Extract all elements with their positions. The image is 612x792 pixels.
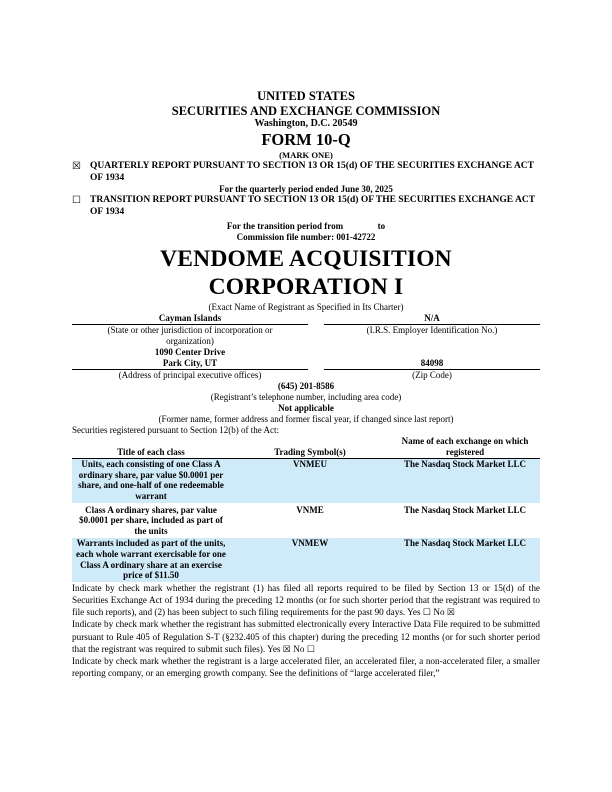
filing-compliance-paragraph: Indicate by check mark whether the registrant (1) has filed all reports required to be filed by Section 13 or 15(d) of the Securities Exchange Act of 1934 during the preceding 12 months (or for such shorter period that the registrant was required to file such reports), and (2) has been subject to such filing requirements for the past 90 days. Yes ☐ No ☒ [72,582,540,618]
row-symbol: VNMEU [230,459,390,503]
interactive-data-paragraph: Indicate by check mark whether the registrant has submitted electronically every Interactive Data File required to be submitted pursuant to Rule 405 of Regulation S-T (§232.405 of this chapter) during the preceding 12 months (or for such shorter period that the registrant was required to submit such files). Yes ☒ No ☐ [72,619,540,654]
address-row [72,347,540,370]
zip-value: 84098 [420,358,444,368]
company-name-caption: (Exact Name of Registrant as Specified in Its Charter) [208,302,404,312]
quarterly-period: For the quarterly period ended June 30, 2025 [219,184,393,194]
address-line1: 1090 Center Drive [154,347,226,357]
transition-checkbox: ☐ [72,195,81,206]
row-exchange: The Nasdaq Stock Market LLC [390,459,540,503]
quarterly-report-label: QUARTERLY REPORT PURSUANT TO SECTION 13 OR 15(d) OF THE SECURITIES EXCHANGE ACT OF 1934 [90,161,534,183]
transition-period-label: For the transition period from [226,221,344,231]
address-block [72,347,308,370]
mark-one-label: (MARK ONE) [279,150,333,160]
phone-value: (645) 201-8586 [277,381,335,391]
row-symbol: VNMEW [230,538,390,581]
former-name-caption: (Former name, former address and former fiscal year, if changed since last report) [158,414,454,424]
jurisdiction-value: Cayman Islands [72,313,308,325]
form-10q-cover-page [72,89,540,679]
zip-caption: (Zip Code) [412,370,452,380]
header-trading-symbol: Trading Symbol(s) [230,436,390,459]
jurisdiction-row [72,313,540,325]
commission-file-number: Commission file number: 001-42722 [236,232,376,242]
table-row [72,459,540,503]
transition-report-label: TRANSITION REPORT PURSUANT TO SECTION 13 OR 15(d) OF THE SECURITIES EXCHANGE ACT OF 1934 [90,195,535,217]
country-heading: UNITED STATES [257,89,355,103]
former-name-value: Not applicable [278,403,334,413]
address-caption-row [72,370,540,381]
jurisdiction-caption: (State or other jurisdiction of incorporation or organization) [107,325,273,346]
ein-value: N/A [324,313,540,325]
row-title: Class A ordinary shares, par value $0.0001 per share, included as part of the units [79,504,223,536]
filer-status-paragraph: Indicate by check mark whether the registrant is a large accelerated filer, an accelerated filer, a non-accelerated filer, a smaller reporting company, or an emerging growth company. See the definitions of “large accelerated filer,” [72,655,540,679]
zip-block [324,347,540,370]
agency-heading: SECURITIES AND EXCHANGE COMMISSION [171,104,441,118]
ein-caption: (I.R.S. Employer Identification No.) [366,325,498,335]
securities-table [72,436,540,582]
phone-caption: (Registrant’s telephone number, including area code) [210,392,402,402]
table-row [72,538,540,581]
quarterly-report-option [72,161,540,184]
table-row [72,503,540,539]
transition-report-option [72,195,540,218]
header-exchange: Name of each exchange on which registered [390,436,540,459]
quarterly-checkbox: ☒ [72,161,81,172]
securities-table-header [72,436,540,459]
company-name-line2: CORPORATION I [208,274,404,300]
company-name-line1: VENDOME ACQUISITION [160,246,452,272]
row-title: Warrants included as part of the units, each whole warrant exercisable for one Class A ordinary share at an exercise price of $11.50 [72,538,230,581]
row-title: Units, each consisting of one Class A ordinary share, par value $0.0001 per share, and one-half of one redeemable warrant [72,459,230,503]
jurisdiction-caption-row [72,325,540,347]
row-exchange: The Nasdaq Stock Market LLC [390,538,540,581]
header-title-class: Title of each class [72,436,230,459]
address-line2: Park City, UT [162,358,218,368]
form-title: FORM 10-Q [261,130,351,149]
agency-location: Washington, D.C. 20549 [254,118,358,129]
row-exchange: The Nasdaq Stock Market LLC [403,504,526,515]
row-symbol: VNME [296,504,324,515]
transition-period [72,221,540,232]
securities-intro: Securities registered pursuant to Section 12(b) of the Act: [72,425,279,435]
address-caption: (Address of principal executive offices) [118,370,262,380]
transition-period-to: to [377,221,386,231]
